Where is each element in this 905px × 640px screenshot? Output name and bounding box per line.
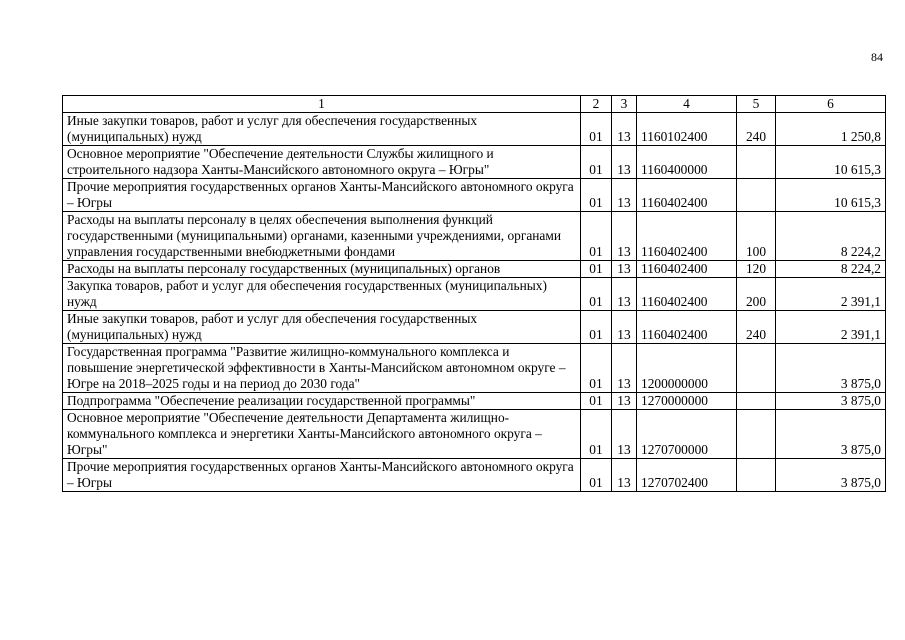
row-subsection: 13 <box>612 212 637 261</box>
budget-table <box>62 95 886 492</box>
row-expense-type: 100 <box>737 212 776 261</box>
table-row <box>63 410 886 459</box>
row-target-article: 1270700000 <box>637 410 737 459</box>
row-subsection: 13 <box>612 410 637 459</box>
row-section: 01 <box>581 113 612 146</box>
row-subsection: 13 <box>612 146 637 179</box>
row-expense-type <box>737 146 776 179</box>
header-cell: 5 <box>737 96 776 113</box>
row-target-article: 1270000000 <box>637 393 737 410</box>
table-header-row <box>63 96 886 113</box>
row-subsection: 13 <box>612 311 637 344</box>
row-description: Иные закупки товаров, работ и услуг для обеспечения государственных (муниципальных) нужд <box>63 113 581 146</box>
row-target-article: 1160400000 <box>637 146 737 179</box>
row-section: 01 <box>581 146 612 179</box>
row-section: 01 <box>581 410 612 459</box>
table-row <box>63 311 886 344</box>
row-amount: 2 391,1 <box>776 278 886 311</box>
row-target-article: 1160402400 <box>637 179 737 212</box>
row-amount: 8 224,2 <box>776 212 886 261</box>
row-section: 01 <box>581 179 612 212</box>
row-subsection: 13 <box>612 179 637 212</box>
row-amount: 1 250,8 <box>776 113 886 146</box>
row-expense-type <box>737 410 776 459</box>
row-subsection: 13 <box>612 278 637 311</box>
row-amount: 3 875,0 <box>776 393 886 410</box>
row-expense-type <box>737 393 776 410</box>
header-cell: 3 <box>612 96 637 113</box>
row-subsection: 13 <box>612 344 637 393</box>
row-amount: 3 875,0 <box>776 344 886 393</box>
row-expense-type: 240 <box>737 311 776 344</box>
row-subsection: 13 <box>612 459 637 492</box>
table-row <box>63 261 886 278</box>
row-expense-type <box>737 179 776 212</box>
row-target-article: 1160402400 <box>637 278 737 311</box>
row-amount: 2 391,1 <box>776 311 886 344</box>
row-description: Подпрограмма "Обеспечение реализации государственной программы" <box>63 393 581 410</box>
row-expense-type: 200 <box>737 278 776 311</box>
row-target-article: 1160402400 <box>637 261 737 278</box>
row-description: Иные закупки товаров, работ и услуг для обеспечения государственных (муниципальных) нужд <box>63 311 581 344</box>
page-number: 84 <box>871 50 883 64</box>
row-amount: 3 875,0 <box>776 410 886 459</box>
row-section: 01 <box>581 278 612 311</box>
row-amount: 10 615,3 <box>776 146 886 179</box>
table-row <box>63 459 886 492</box>
row-description: Прочие мероприятия государственных органов Ханты-Мансийского автономного округа – Югры <box>63 179 581 212</box>
row-section: 01 <box>581 459 612 492</box>
row-description: Основное мероприятие "Обеспечение деятельности Службы жилищного и строительного надзора Ханты-Мансийского автономного округа – Югры" <box>63 146 581 179</box>
row-subsection: 13 <box>612 261 637 278</box>
row-expense-type: 120 <box>737 261 776 278</box>
table-row <box>63 393 886 410</box>
row-expense-type <box>737 344 776 393</box>
header-cell: 4 <box>637 96 737 113</box>
row-amount: 8 224,2 <box>776 261 886 278</box>
table-row <box>63 179 886 212</box>
row-description: Основное мероприятие "Обеспечение деятельности Департамента жилищно-коммунального комплекса и энергетики Ханты-Мансийского автономного округа – Югры" <box>63 410 581 459</box>
row-section: 01 <box>581 261 612 278</box>
table-row <box>63 113 886 146</box>
row-section: 01 <box>581 311 612 344</box>
row-target-article: 1200000000 <box>637 344 737 393</box>
row-section: 01 <box>581 393 612 410</box>
table-row <box>63 146 886 179</box>
header-cell: 1 <box>63 96 581 113</box>
row-expense-type <box>737 459 776 492</box>
row-subsection: 13 <box>612 113 637 146</box>
row-section: 01 <box>581 212 612 261</box>
row-target-article: 1160102400 <box>637 113 737 146</box>
row-target-article: 1160402400 <box>637 311 737 344</box>
row-description: Закупка товаров, работ и услуг для обеспечения государственных (муниципальных) нужд <box>63 278 581 311</box>
row-target-article: 1160402400 <box>637 212 737 261</box>
header-cell: 6 <box>776 96 886 113</box>
row-target-article: 1270702400 <box>637 459 737 492</box>
row-description: Прочие мероприятия государственных органов Ханты-Мансийского автономного округа – Югры <box>63 459 581 492</box>
row-amount: 3 875,0 <box>776 459 886 492</box>
row-expense-type: 240 <box>737 113 776 146</box>
header-cell: 2 <box>581 96 612 113</box>
row-description: Государственная программа "Развитие жилищно-коммунального комплекса и повышение энергетической эффективности в Ханты-Мансийском автономном округе – Югре на 2018–2025 годы и на период до 2030 года" <box>63 344 581 393</box>
table-row <box>63 278 886 311</box>
row-description: Расходы на выплаты персоналу в целях обеспечения выполнения функций государственными (муниципальными) органами, казенными учреждениями, органами управления государственными внебюджетными фондами <box>63 212 581 261</box>
table-row <box>63 212 886 261</box>
table-row <box>63 344 886 393</box>
row-amount: 10 615,3 <box>776 179 886 212</box>
row-section: 01 <box>581 344 612 393</box>
row-subsection: 13 <box>612 393 637 410</box>
row-description: Расходы на выплаты персоналу государственных (муниципальных) органов <box>63 261 581 278</box>
